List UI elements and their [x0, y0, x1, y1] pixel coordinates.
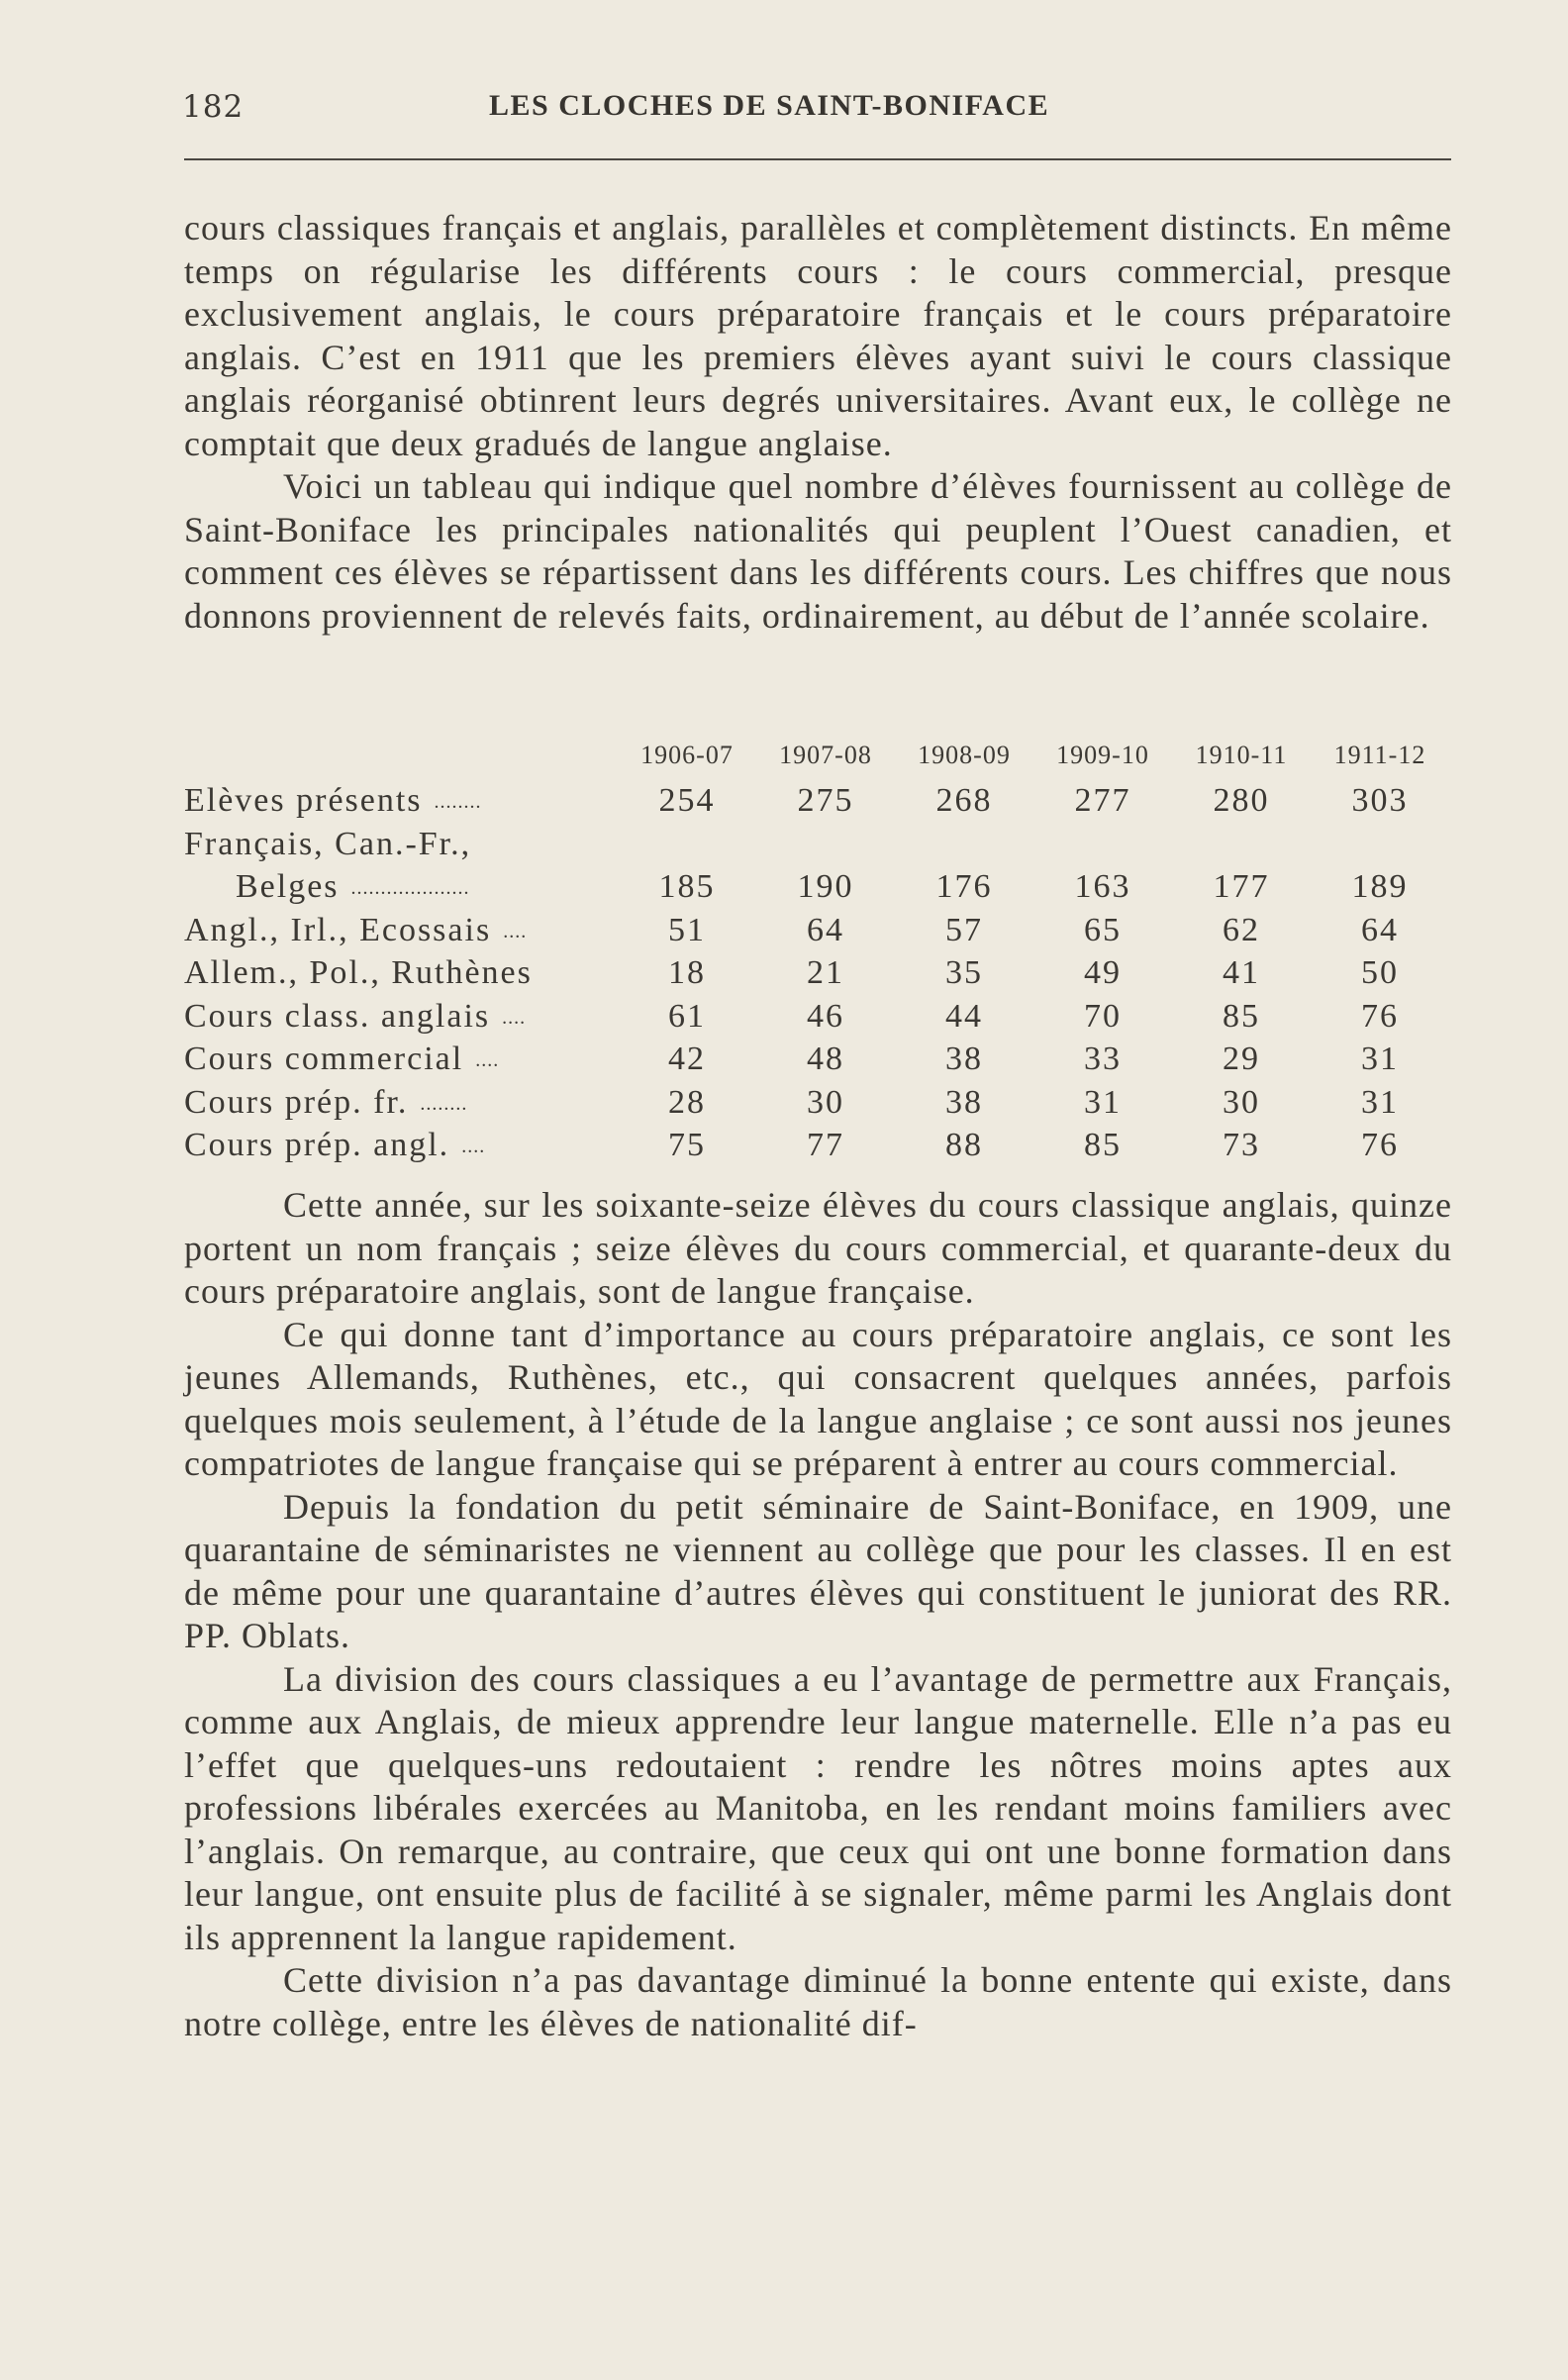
table-cell: 46: [807, 997, 844, 1035]
table-cell: 49: [1084, 954, 1122, 991]
table-row: [184, 822, 1461, 865]
leader-dots: ....: [475, 1049, 500, 1071]
paragraph: Cette division n’a pas davantage diminué la bonne entente qui existe, dans notre collège, entre les élèves de nationalité dif-: [184, 1960, 1452, 2043]
enrollment-table: [184, 737, 1461, 1166]
table-cell: 277: [1074, 782, 1131, 819]
table-cell: 57: [945, 911, 983, 948]
table-row: [184, 1123, 1461, 1166]
page-header: [182, 81, 1451, 131]
table-cell: 18: [668, 954, 706, 991]
paragraph: Ce qui donne tant d’importance au cours préparatoire anglais, ce sont les jeunes Allemands, Ruthènes, etc., qui consacrent quelques années, parfois quelques mois seulement, à l’étude de la langue anglaise ; ce sont aussi nos jeunes compatriotes de langue française qui se préparent à entrer au cours commercial.: [184, 1314, 1452, 1483]
paragraph: La division des cours classiques a eu l’avantage de permettre aux Français, comme aux Anglais, de mieux apprendre leur langue maternelle. Elle n’a pas eu l’effet que quelques-uns redoutaient : rendre les nôtres moins aptes aux professions libérales exercées au Manitoba, en les rendant moins familiers avec l’anglais. On remarque, au contraire, que ceux qui ont une bonne formation dans leur langue, ont ensuite plus de facilité à se signaler, même parmi les Anglais dont ils apprennent la langue rapidement.: [184, 1658, 1452, 1957]
year-header: 1908-09: [918, 741, 1011, 769]
row-label: Belges: [236, 868, 340, 905]
table-cell: 275: [797, 782, 854, 819]
table-cell: 30: [1223, 1083, 1260, 1121]
table-row: [184, 950, 1461, 994]
body-text-bottom: [184, 1184, 1452, 2045]
table-cell: 176: [935, 868, 993, 905]
table-row: [184, 864, 1461, 908]
year-header: 1909-10: [1056, 741, 1149, 769]
table-cell: 44: [945, 997, 983, 1035]
table-cell: 38: [945, 1041, 983, 1077]
table-cell: 76: [1361, 1127, 1399, 1163]
table-cell: 163: [1074, 868, 1131, 905]
table-row: [184, 994, 1461, 1038]
table-cell: 85: [1084, 1127, 1122, 1163]
year-header: 1911-12: [1333, 741, 1426, 769]
table-cell: 42: [668, 1041, 706, 1077]
table-cell: 50: [1361, 954, 1399, 991]
table-cell: 33: [1084, 1041, 1122, 1077]
leader-dots: ....: [461, 1136, 486, 1157]
year-header: 1907-08: [779, 741, 872, 769]
row-label: Angl., Irl., Ecossais: [184, 911, 492, 948]
table-cell: 73: [1223, 1127, 1260, 1163]
leader-dots: ....: [502, 1006, 527, 1029]
row-label: Cours commercial: [184, 1041, 464, 1077]
table-cell: 75: [668, 1127, 706, 1163]
table-cell: 48: [807, 1041, 844, 1077]
page-number: 182: [182, 89, 245, 125]
table-cell: 268: [935, 782, 993, 819]
table-row: [184, 1080, 1461, 1124]
table-cell: 254: [658, 782, 716, 819]
table-cell: 29: [1223, 1041, 1260, 1077]
table-cell: 28: [668, 1083, 706, 1121]
row-label: Allem., Pol., Ruthènes: [184, 954, 533, 991]
table-cell: 21: [807, 954, 844, 991]
table-cell: 41: [1223, 954, 1260, 991]
table-cell: 88: [945, 1127, 983, 1163]
row-label: Elèves présents: [184, 782, 423, 819]
table-cell: 30: [807, 1083, 844, 1121]
row-label: Cours class. anglais: [184, 997, 491, 1035]
table-cell: 190: [797, 868, 854, 905]
table-row: [184, 778, 1461, 822]
table-cell: 85: [1223, 997, 1260, 1035]
table-cell: 51: [668, 911, 706, 948]
table-row: [184, 908, 1461, 951]
leader-dots: ....................: [350, 877, 470, 899]
table-row: [184, 1037, 1461, 1080]
table-header-row: [184, 737, 1461, 778]
paragraph: Depuis la fondation du petit séminaire de Saint-Boniface, en 1909, une quarantaine de séminaristes ne viennent au collège que pour les classes. Il en est de même pour une quarantaine d’autres élèves qui constituent le juniorat des RR. PP. Oblats.: [184, 1486, 1452, 1655]
running-title: LES CLOCHES DE SAINT-BONIFACE: [489, 89, 1050, 122]
table-cell: 35: [945, 954, 983, 991]
table-cell: 177: [1213, 868, 1270, 905]
row-label: Français, Can.-Fr.,: [184, 825, 472, 862]
table-cell: 185: [658, 868, 716, 905]
year-header: 1906-07: [640, 741, 734, 769]
row-label: Cours prép. fr.: [184, 1083, 409, 1121]
table-cell: 64: [807, 911, 844, 948]
table-cell: 64: [1361, 911, 1399, 948]
table-cell: 303: [1351, 782, 1409, 819]
table-cell: 77: [807, 1127, 844, 1163]
table-cell: 31: [1361, 1083, 1399, 1121]
leader-dots: ....: [503, 920, 528, 942]
table-cell: 280: [1213, 782, 1270, 819]
leader-dots: ........: [434, 791, 482, 813]
paragraph: Cette année, sur les soixante-seize élèves du cours classique anglais, quinze portent un nom français ; seize élèves du cours commercial, et quarante-deux du cours préparatoire anglais, sont de langue française.: [184, 1185, 1452, 1311]
table-cell: 61: [668, 997, 706, 1035]
header-rule: [184, 158, 1451, 160]
table-cell: 76: [1361, 997, 1399, 1035]
year-header: 1910-11: [1195, 741, 1288, 769]
table-cell: 31: [1361, 1041, 1399, 1077]
leader-dots: ........: [420, 1092, 468, 1115]
table-cell: 62: [1223, 911, 1260, 948]
paragraph: cours classiques français et anglais, parallèles et complètement distincts. En même temps on régularise les différents cours : le cours commercial, presque exclusivement anglais, le cours préparatoire français et le cours préparatoire anglais. C’est en 1911 que les premiers élèves ayant suivi le cours classique anglais réorganisé obtinrent leurs degrés universitaires. Avant eux, le collège ne comptait que deux gradués de langue anglaise.: [184, 208, 1452, 463]
row-label: Cours prép. angl.: [184, 1127, 450, 1163]
body-text-top: [184, 207, 1452, 638]
table-cell: 70: [1084, 997, 1122, 1035]
table-cell: 38: [945, 1083, 983, 1121]
table-cell: 189: [1351, 868, 1409, 905]
paragraph: Voici un tableau qui indique quel nombre d’élèves fournissent au collège de Saint-Boniface les principales nationalités qui peuplent l’Ouest canadien, et comment ces élèves se répartissent dans les différents cours. Les chiffres que nous donnons proviennent de relevés faits, ordinairement, au début de l’année scolaire.: [184, 466, 1452, 636]
table-cell: 65: [1084, 911, 1122, 948]
table-cell: 31: [1084, 1083, 1122, 1121]
